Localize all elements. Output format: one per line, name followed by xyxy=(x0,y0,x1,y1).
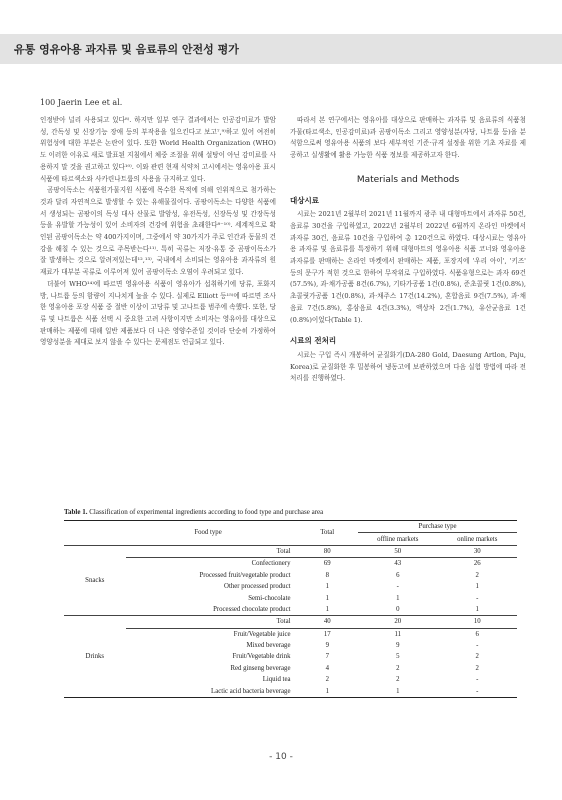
table-cell: Lactic acid bacteria beverage xyxy=(126,685,297,697)
table-cell: Mixed beverage xyxy=(246,642,291,650)
col-header-food-type: Food type xyxy=(126,521,297,546)
table-row xyxy=(64,685,517,697)
col-header-total: Total xyxy=(296,521,358,546)
table-cell: 1 xyxy=(475,583,479,591)
table-cell: 17 xyxy=(296,628,358,640)
subsection-title: 시료의 전처리 xyxy=(290,336,337,346)
table-cell: 1 xyxy=(358,685,437,697)
table-cell: 50 xyxy=(358,545,437,557)
table-cell: Confectionery xyxy=(126,558,297,570)
table-cell: Red ginseng beverage xyxy=(230,664,291,672)
table-row xyxy=(64,640,517,651)
col-header-online: online markets xyxy=(457,535,498,543)
table-cell: Semi-chocolate xyxy=(248,594,291,602)
table-cell: - xyxy=(476,642,479,650)
table-row xyxy=(64,674,517,685)
table-row xyxy=(64,545,517,557)
table-cell: Fruit/Vegetable drink xyxy=(232,653,291,661)
table-cell: - xyxy=(438,685,517,697)
table-cell: 10 xyxy=(438,616,517,628)
table-row xyxy=(64,570,517,581)
table-cell: Liquid tea xyxy=(262,676,291,684)
col-header-purchase-type: Purchase type xyxy=(358,521,517,533)
page-number: - 10 - xyxy=(269,752,293,762)
table-cell: 2 xyxy=(475,664,479,672)
table-cell: 6 xyxy=(396,571,400,579)
table-cell: Processed fruit/vegetable product xyxy=(199,571,291,579)
table-cell: 30 xyxy=(438,545,517,557)
table-row xyxy=(64,604,517,616)
table-row xyxy=(64,616,517,628)
paragraph: 인정받아 널리 사용되고 있다⁸⁾. 하지만 일부 연구 결과에서는 인공감미료가 발암성, 간독성 및 신장기능 장애 등의 부작용을 일으킨다고 보고⁷,⁹⁾하고 있어 여전히 위험성에 대한 부분은 논란이 있다. 또한 World Health Organization (WHO)도 이러한 이유로 새로 발표된 지침에서 체중 조절을 위해 설탕이 아닌 감미료를 사용하지 말 것을 권고하고 있다¹⁰⁾. 이와 관련 현재 식약처 고시에서는 영유아용 표시 식품에 타르색소와 사카린나트륨의 사용을 규지하고 있다. xyxy=(40,116,276,183)
section-title: Materials and Methods xyxy=(356,174,460,185)
table-cell: Other processed product xyxy=(224,583,291,591)
table-cell: 4 xyxy=(325,664,329,672)
table-cell: Fruit/Vegetable juice xyxy=(126,628,297,640)
group-label: Snacks xyxy=(64,545,126,615)
table-row xyxy=(64,592,517,603)
table-cell: 9 xyxy=(325,642,329,650)
paragraph: 곰팡이독소는 식품원가물지원 식품에 목수한 목적에 의해 인위적으로 첨가하는 것과 달리 자연적으로 발생할 수 있는 유해물질이다. 곰팡이독소는 다양한 식품에서 생성되는 곰팡이의 독성 대사 산물로 발암성, 유전독성, 신장독성 및 간장독성 등을 유발할 가능성이 있어 소비자의 건강에 위험을 초래한다⁸⁻¹⁰⁾. 세계적으로 확인된 곰팡이독소는 약 400가지이며, 그중에서 약 30가지가 주로 인간과 동물의 건강을 해칠 수 있는 것으로 주목받는다¹¹⁾. 특히 곡류는 저장·유통 중 곰팡이독소가 잘 발생하는 것으로 알려져있는데¹²,¹³⁾, 국내에서 소비되는 영유아용 과자류의 원재료가 대부분 곡류로 이루어져 있어 곰팡이독소 오염이 우려되고 있다. xyxy=(40,186,276,277)
paragraph: 따라서 본 연구에서는 영유아를 대상으로 판매하는 과자류 및 음료류의 식품첨가물(타르색소, 인공감미료)과 곰팡이독소 그리고 영양성분(자당, 나트륨 등)을 분석함으로써 영유아용 식품의 보다 세부적인 기준·규격 설정을 위한 기초 자료를 제공하고 실생활에 활용 가능한 식품 정보를 제공하고자 한다. xyxy=(290,116,526,160)
table-cell: 80 xyxy=(296,545,358,557)
page-author-line: 100 Jaerin Lee et al. xyxy=(40,98,123,107)
table-cell: - xyxy=(476,594,479,602)
table-cell: Total xyxy=(126,616,297,628)
paragraph: 더불어 WHO¹⁴⁾에 따르면 영유아용 식품이 영유아가 섭취하기에 당류, 포화지방, 나트륨 등의 함량이 지나치게 높을 수 있다. 실제로 Elliott 등¹⁵⁾에 따르면 조사한 영유아용 포장 식품 중 절반 이상이 고당류 및 고나트륨 범주에 속했다. 또한, 당류 및 나트륨은 식품 선택 시 중요한 고려 사항이지만 소비자는 영유아를 대상으로 판매하는 제품에 대해 일반 제품보다 더 나은 영양수준일 것이라 단순히 가정하여 영양성분을 제대로 보지 않을 수 있다는 문제점도 언급되고 있다. xyxy=(40,279,276,347)
journal-running-title: 유통 영유아용 과자류 및 음료류의 안전성 평가 xyxy=(14,43,239,56)
table-cell: 1 xyxy=(325,605,329,613)
left-column xyxy=(40,115,276,349)
table-cell: 1 xyxy=(475,605,479,613)
table-cell: 20 xyxy=(358,616,437,628)
table-cell: 0 xyxy=(396,605,400,613)
table-cell: - xyxy=(476,676,479,684)
table-cell: 26 xyxy=(438,558,517,570)
paragraph: 시료는 구입 즉시 개봉하여 균질화기(DA-280 Gold, Daesung Artlon, Paju, Korea)로 균질화한 후 밀봉하여 냉동고에 보관하였으며 다음 실험 방법에 따라 전처리를 진행하였다. xyxy=(290,350,526,383)
caption-label: Table 1. xyxy=(64,508,88,516)
table-cell: 7 xyxy=(325,653,329,661)
table-row xyxy=(64,558,517,570)
table-cell: Total xyxy=(126,545,297,557)
table-cell: 2 xyxy=(396,664,400,672)
table-cell: 1 xyxy=(325,594,329,602)
table-cell: 9 xyxy=(396,642,400,650)
table-caption xyxy=(64,508,323,516)
table-cell: 2 xyxy=(475,653,479,661)
table-cell: Processed chocolate product xyxy=(213,605,291,613)
table-cell: 2 xyxy=(325,676,329,684)
table-cell: 2 xyxy=(396,676,400,684)
table-cell: 2 xyxy=(475,571,479,579)
table-cell: 11 xyxy=(358,628,437,640)
table-cell: 1 xyxy=(296,685,358,697)
table-row xyxy=(64,628,517,640)
table-cell: 8 xyxy=(325,571,329,579)
col-header-offline: offline markets xyxy=(377,535,419,543)
table-row xyxy=(64,651,517,662)
paragraph: 시료는 2021년 2월부터 2021년 11월까지 광주 내 대형마트에서 과자류 50건, 음료류 30건을 구입하였고, 2022년 2월부터 2022년 6월까지 온라인 마켓에서 과자류 30건, 음료류 10건을 구입하여 총 120건으로 하였다. 대상시료는 영유아용 과자류 및 음료류를 특정하기 위해 대형마트의 영유아용 식품 코너와 영유아용 과자류를 판매하는 온라인 마켓에서 판매하는 제품, 포장지에 '우리 아이', '키즈' 등의 문구가 적힌 것으로 한하여 무작위로 구입하였다. 식품유형으로는 과자 69건(57.5%), 과·채가공품 8건(6.7%), 기타가공품 1건(0.8%), 준초콜릿 1건(0.8%), 초콜릿가공품 1건(0.8%), 과·채주스 17건(14.2%), 혼합음료 9건(7.5%), 과·채음료 7건(5.8%), 홍삼음료 4건(3.3%), 액상차 2건(1.7%), 유산균음료 1건(0.8%)이었다(Table 1). xyxy=(290,210,526,324)
right-column xyxy=(290,115,526,385)
table-cell: - xyxy=(396,583,399,591)
table-row xyxy=(64,663,517,674)
table-cell: 1 xyxy=(325,583,329,591)
subsection-title: 대상시료 xyxy=(290,195,319,205)
group-label: Drinks xyxy=(64,616,126,698)
caption-text: Classification of experimental ingredients according to food type and purchase area xyxy=(87,508,324,516)
table-cell: 69 xyxy=(296,558,358,570)
table-cell: 5 xyxy=(396,653,400,661)
table-cell: 43 xyxy=(358,558,437,570)
table-cell: 1 xyxy=(396,594,400,602)
table-cell: 6 xyxy=(438,628,517,640)
table-row xyxy=(64,581,517,592)
table-1 xyxy=(64,520,517,698)
table-cell: 40 xyxy=(296,616,358,628)
